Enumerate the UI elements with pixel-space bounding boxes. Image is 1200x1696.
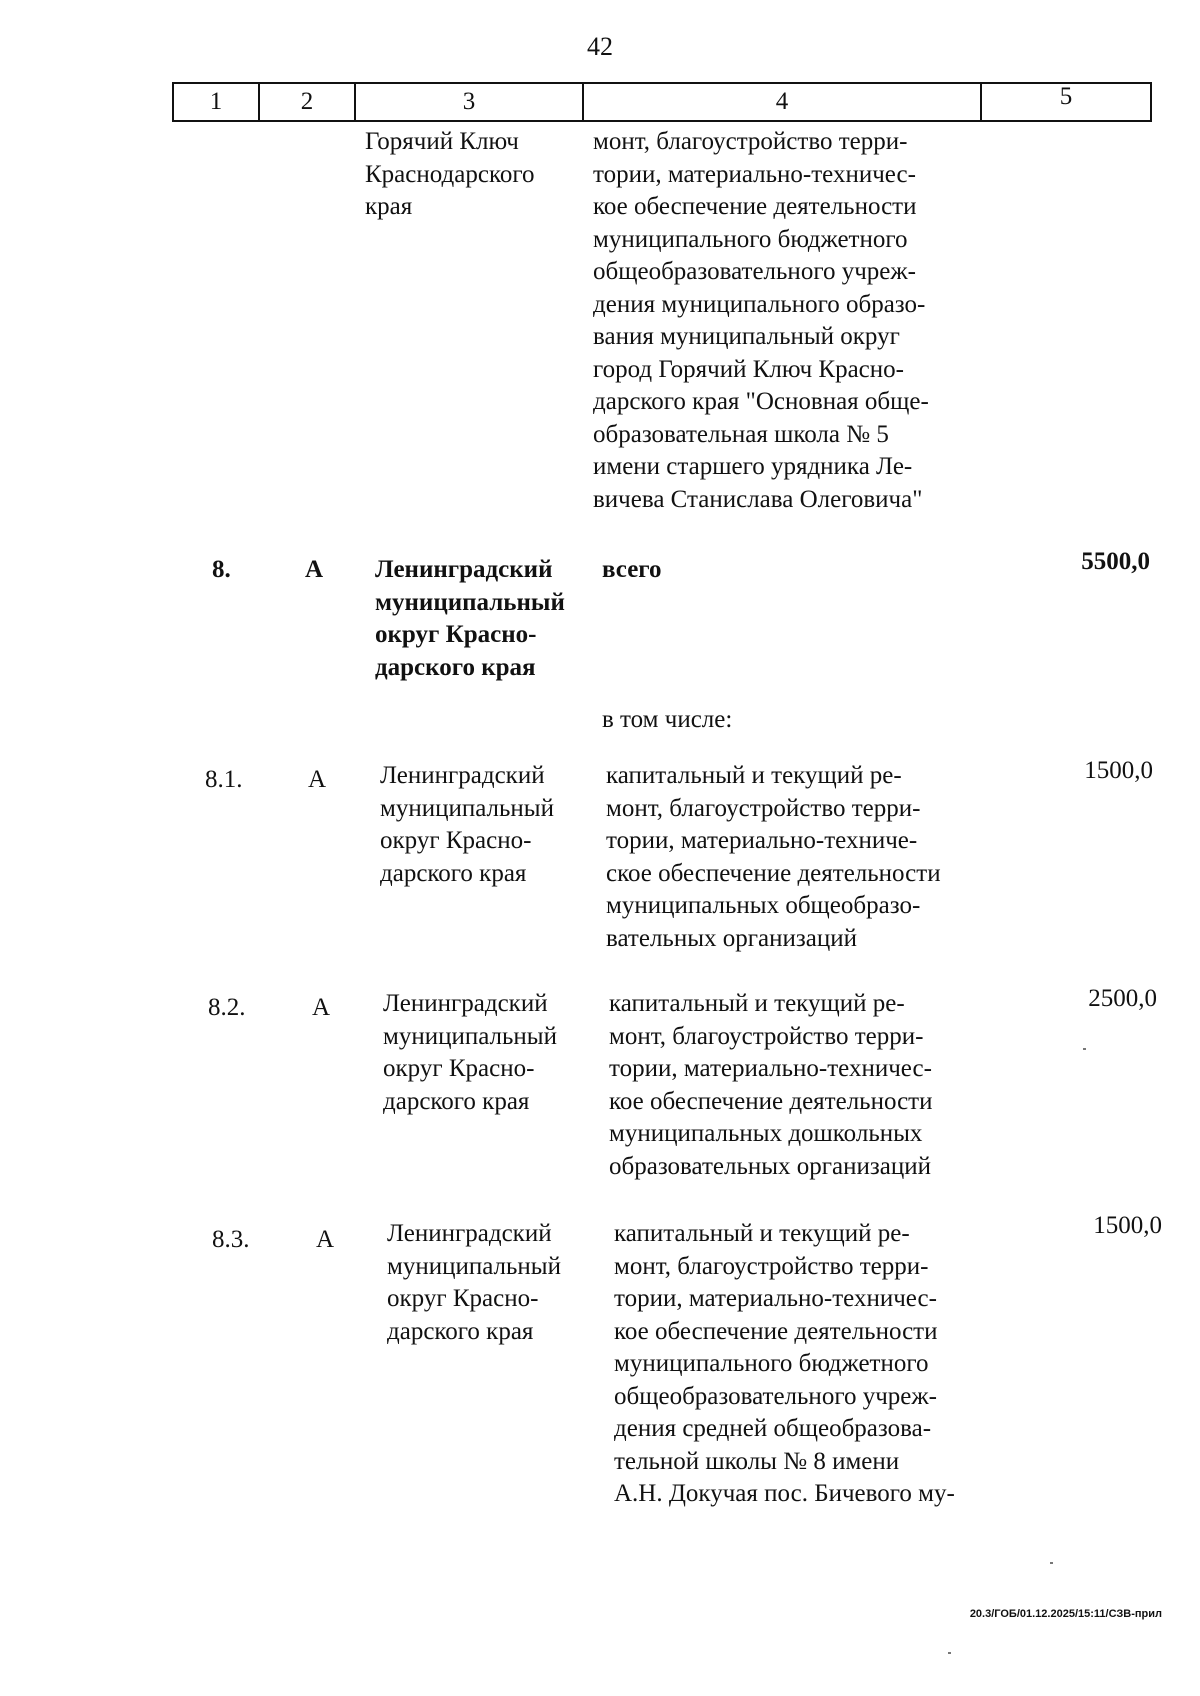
row-municipality-8-1: Ленинградский муниципальный округ Красно- дарского края [380,762,554,887]
row-letter-8-3: А [316,1226,335,1253]
row-amount-8-3: 1500,0 [1093,1212,1162,1239]
column-header-5: 5 [1059,83,1073,110]
row-letter-8-2: А [312,994,331,1021]
row-number-8: 8. [212,556,231,583]
row-amount-8-2: 2500,0 [1088,985,1157,1012]
scan-speck [948,1652,951,1654]
row-letter-8-1: А [308,766,327,793]
continuation-purpose: монт, благоустройство терри- тории, материально-техничес- кое обеспечение деятельности муниципального бюджетного общеобразовательного учреж- дения муниципального образо- вания муниципальный округ город Горячий Ключ Красно- дарского края "Основная обще- образовательная школа № 5 имени старшего урядника Ле- вичева Станислава Олеговича" [593,128,929,513]
row-purpose-8: всего [602,556,662,583]
row-purpose-8-3: капитальный и текущий ре- монт, благоустройство терри- тории, материально-техничес- кое обеспечение деятельности муниципального бюджетного общеобразовательного учреж- дения средней общеобразова- тельной школы № 8 имени А.Н. Докучая пос. Бичевого му- [614,1220,955,1507]
scan-speck [1050,1562,1053,1564]
row-letter-8: А [305,556,324,583]
column-header-4: 4 [775,88,789,115]
row-municipality-8-3: Ленинградский муниципальный округ Красно- дарского края [387,1220,561,1345]
column-header-1: 1 [209,88,223,115]
column-header-2: 2 [300,88,314,115]
row-number-8-3: 8.3. [212,1226,250,1253]
row-number-8-2: 8.2. [208,994,246,1021]
row-municipality-8-2: Ленинградский муниципальный округ Красно- дарского края [383,990,557,1115]
column-header-row [172,82,1152,122]
row-purpose-8-1: капитальный и текущий ре- монт, благоустройство терри- тории, материально-техниче- ское обеспечение деятельности муниципальных общеобразо- вательных организаций [606,762,941,952]
row-municipality-8: Ленинградский муниципальный округ Красно- дарского края [375,556,565,681]
row-amount-8: 5500,0 [1081,548,1150,575]
continuation-municipality: Горячий Ключ Краснодарского края [365,128,535,220]
subheading-including: в том числе: [602,706,733,733]
document-footer-code: 20.3/ГОБ/01.12.2025/15:11/СЗВ-прил [969,1608,1162,1620]
scan-speck [1083,1048,1086,1050]
page-number: 42 [587,32,613,61]
row-amount-8-1: 1500,0 [1084,757,1153,784]
row-purpose-8-2: капитальный и текущий ре- монт, благоустройство терри- тории, материально-техничес- кое обеспечение деятельности муниципальных дошкольных образовательных организаций [609,990,933,1180]
row-number-8-1: 8.1. [205,766,243,793]
column-header-3: 3 [462,88,476,115]
